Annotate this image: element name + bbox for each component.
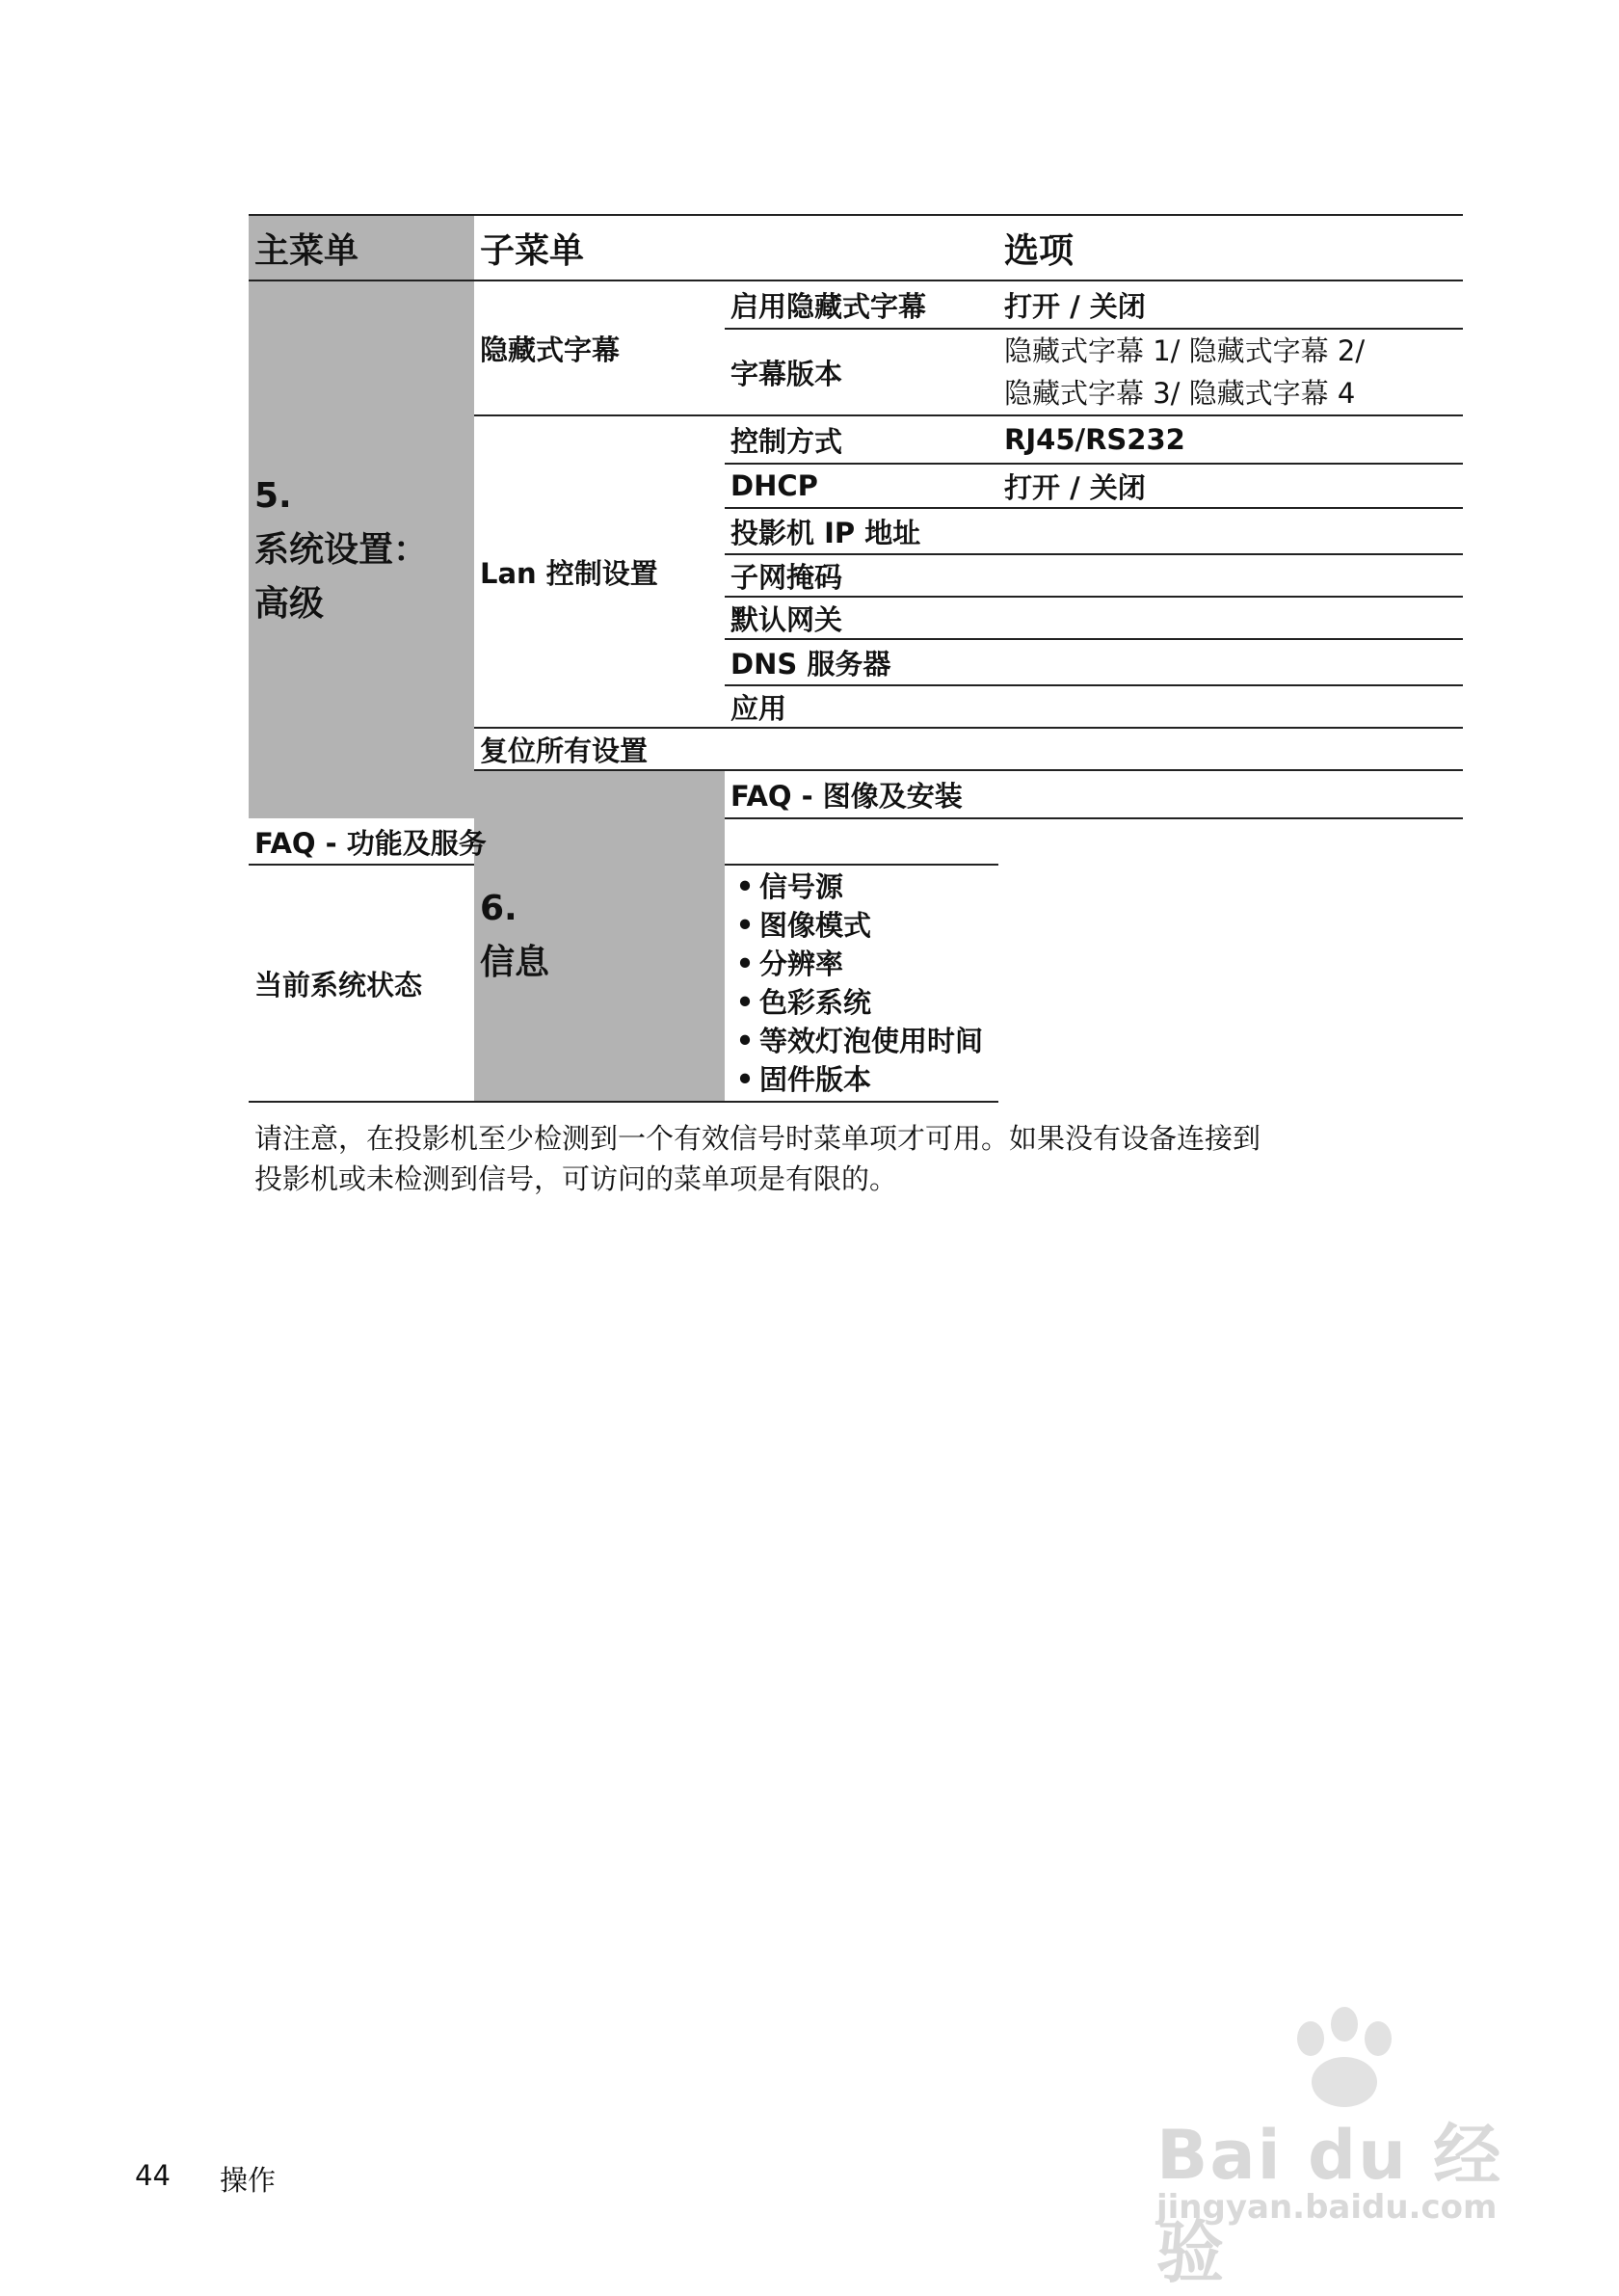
status-options: [725, 865, 998, 1102]
list-item: • 固件版本: [730, 1060, 995, 1099]
bullet-icon: •: [735, 870, 755, 903]
table-row: [249, 818, 1463, 865]
lan-item-options: [998, 685, 1463, 728]
section-name: 操作: [220, 2164, 277, 2197]
lan-submenu: Lan 控制设置: [474, 415, 725, 728]
caption-version-options-line2: 隐藏式字幕 3/ 隐藏式字幕 4: [1004, 377, 1356, 410]
header-row: [249, 215, 1463, 280]
paw-logo-icon: [1272, 2005, 1417, 2111]
header-submenu: 子菜单: [474, 215, 998, 280]
note-line1: 请注意，在投影机至少检测到一个有效信号时菜单项才可用。如果没有设备连接到: [254, 1122, 1261, 1155]
list-item: • 分辨率: [730, 945, 995, 983]
lan-item-options: RJ45/RS232: [998, 415, 1463, 464]
faq-features-services: FAQ - 功能及服务: [249, 818, 998, 865]
current-system-status: 当前系统状态: [249, 865, 725, 1102]
faq-image-install: FAQ - 图像及安装: [725, 770, 1463, 818]
bullet-icon: •: [735, 1063, 755, 1096]
lan-item-options: 打开 / 关闭: [998, 464, 1463, 508]
section-5-number: 5.: [254, 475, 292, 516]
lan-item-label: 应用: [725, 685, 998, 728]
list-item: • 图像模式: [730, 906, 995, 945]
lan-item-options: [998, 554, 1463, 597]
lan-item-label: 默认网关: [725, 597, 998, 639]
section-5-title-line2: 高级: [254, 583, 325, 624]
section-5-title: [249, 280, 474, 818]
baidu-watermark: [1156, 2005, 1561, 2292]
header-main-menu: 主菜单: [249, 215, 474, 280]
section-5-title-line1: 系统设置：: [254, 529, 429, 570]
bullet-icon: •: [735, 909, 755, 942]
watermark-url: jingyan.baidu.com: [1156, 2188, 1498, 2227]
caption-version-options: [998, 329, 1463, 415]
caption-enable-label: 启用隐藏式字幕: [725, 280, 998, 329]
lan-item-label: DNS 服务器: [725, 639, 998, 685]
lan-item-options: [998, 597, 1463, 639]
list-item: • 信号源: [730, 868, 995, 906]
section-6-title-text: 信息: [480, 943, 550, 982]
table-row: [249, 280, 1463, 329]
list-item: • 色彩系统: [730, 983, 995, 1022]
lan-item-options: [998, 639, 1463, 685]
bullet-icon: •: [735, 1025, 755, 1057]
caption-version-options-line1: 隐藏式字幕 1/ 隐藏式字幕 2/: [1004, 334, 1366, 367]
table-row: [249, 865, 1463, 1102]
bullet-icon: •: [735, 986, 755, 1019]
lan-item-label: 控制方式: [725, 415, 998, 464]
caption-enable-options: 打开 / 关闭: [998, 280, 1463, 329]
lan-item-label: 投影机 IP 地址: [725, 508, 998, 554]
menu-table: [249, 214, 1463, 1103]
reset-all-settings: 复位所有设置: [480, 734, 649, 767]
caption-version-label: 字幕版本: [725, 329, 998, 415]
page-number: 44: [135, 2159, 171, 2192]
status-option-list: [730, 868, 995, 1099]
note-paragraph: [254, 1118, 1469, 1199]
note-line2: 投影机或未检测到信号，可访问的菜单项是有限的。: [254, 1162, 898, 1195]
watermark-brand: Bai du 经验: [1156, 2116, 1503, 2292]
header-options: 选项: [998, 215, 1463, 280]
lan-item-options: [998, 508, 1463, 554]
section-6-number: 6.: [480, 889, 518, 928]
caption-submenu: 隐藏式字幕: [474, 280, 725, 415]
bullet-icon: •: [735, 948, 755, 980]
list-item: • 等效灯泡使用时间: [730, 1022, 995, 1060]
lan-item-label: 子网掩码: [725, 554, 998, 597]
lan-item-label: DHCP: [725, 464, 998, 508]
